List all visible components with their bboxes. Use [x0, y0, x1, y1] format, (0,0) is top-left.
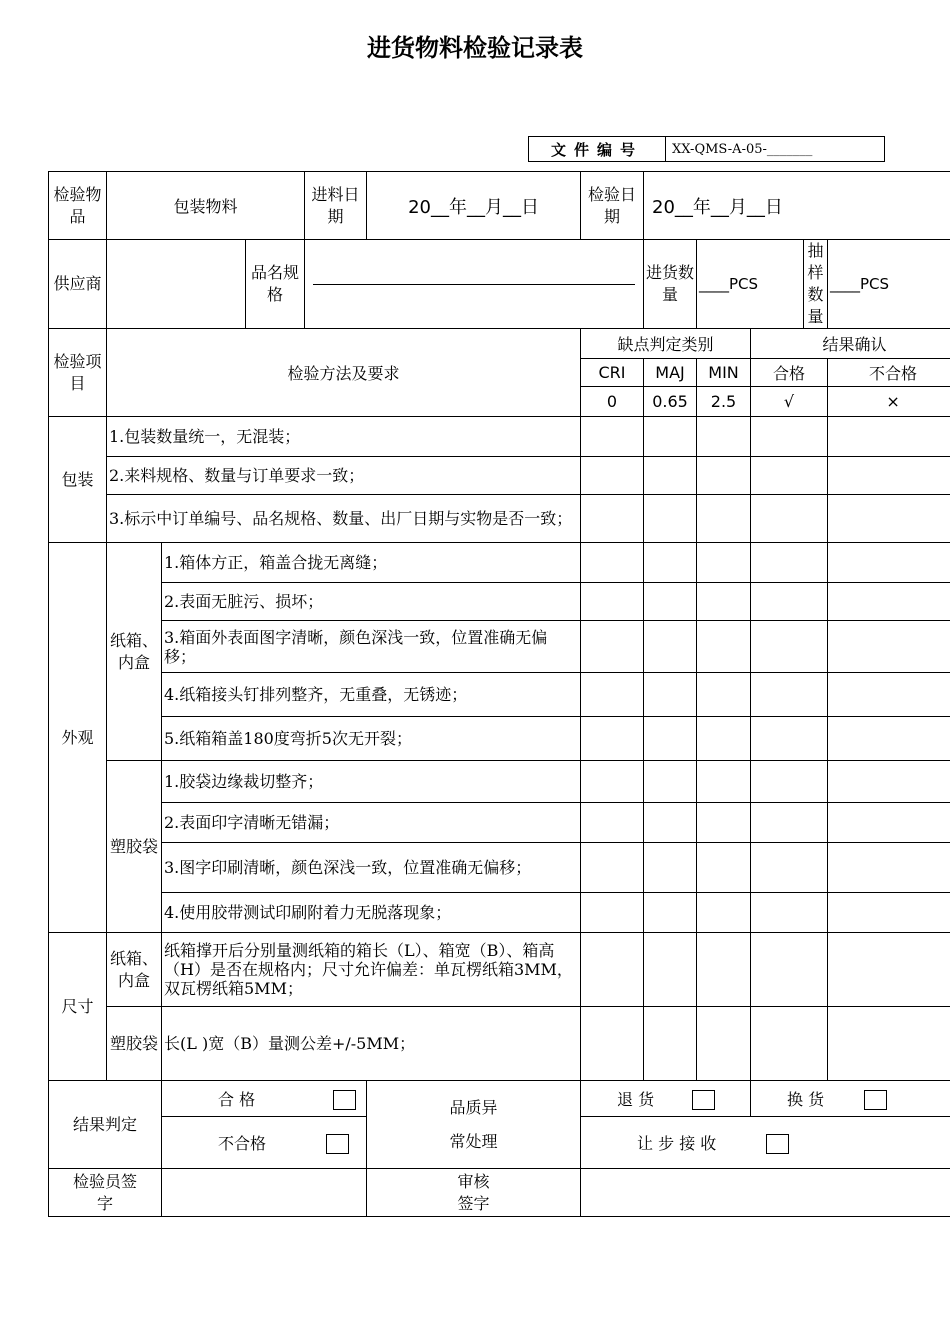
col-method-label: 检验方法及要求	[107, 329, 581, 417]
appearance-carton-item: 4.纸箱接头钉排列整齐，无重叠，无锈迹；	[162, 673, 581, 717]
spec-value[interactable]	[305, 240, 644, 329]
cri-value: 0	[581, 387, 644, 417]
concession-checkbox[interactable]	[766, 1134, 789, 1154]
size-bag-label: 塑胶袋	[107, 1007, 162, 1081]
appearance-bag-item: 3.图字印刷清晰，颜色深浅一致，位置准确无偏移；	[162, 843, 581, 893]
appearance-bag-item: 2.表面印字清晰无错漏；	[162, 803, 581, 843]
sample-value: ____PCS	[828, 240, 950, 329]
size-bag-text: 长(L )宽（B）量测公差+/-5MM；	[162, 1007, 581, 1081]
concession-label: 让 步 接 收	[637, 1133, 717, 1153]
spec-label: 品名规格	[246, 240, 305, 329]
supplier-label: 供应商	[49, 240, 107, 329]
col-defect-label: 缺点判定类别	[581, 329, 751, 359]
item-value: 包装物料	[107, 172, 305, 240]
exchange-checkbox[interactable]	[864, 1090, 887, 1110]
exchange-label: 换 货	[787, 1089, 825, 1109]
maj-value: 0.65	[644, 387, 697, 417]
inspection-form	[48, 171, 950, 1217]
qty-value: ____PCS	[697, 240, 804, 329]
col-ok: 合格	[751, 359, 828, 387]
packing-item: 2.来料规格、数量与订单要求一致；	[107, 457, 581, 495]
pass-checkbox[interactable]	[333, 1090, 356, 1110]
inspector-label: 检验员签字	[49, 1169, 162, 1217]
section-size-label: 尺寸	[49, 933, 107, 1081]
appearance-carton-item: 5.纸箱箱盖180度弯折5次无开裂；	[162, 717, 581, 761]
size-carton-text: 纸箱撑开后分别量测纸箱的箱长（L）、箱宽（B）、箱高（H）是否在规格内；尺寸允许偏差：单瓦楞纸箱3MM，双瓦楞纸箱5MM；	[162, 933, 581, 1007]
col-ng: 不合格	[828, 359, 950, 387]
inspector-signature[interactable]	[162, 1169, 367, 1217]
appearance-carton-label: 纸箱、内盒	[107, 543, 162, 761]
section-packing-label: 包装	[49, 417, 107, 543]
fail-checkbox[interactable]	[326, 1134, 349, 1154]
insp-date-value: 20__年__月__日	[644, 172, 950, 240]
appearance-bag-label: 塑胶袋	[107, 761, 162, 933]
col-item-label: 检验项目	[49, 329, 107, 417]
in-date-label: 进料日期	[305, 172, 367, 240]
return-checkbox[interactable]	[692, 1090, 715, 1110]
col-maj: MAJ	[644, 359, 697, 387]
page-title: 进货物料检验记录表	[367, 34, 583, 62]
min-value: 2.5	[697, 387, 751, 417]
sample-label: 抽样数量	[804, 240, 828, 329]
item-label: 检验物品	[49, 172, 107, 240]
insp-date-label: 检验日期	[581, 172, 644, 240]
appearance-bag-item: 4.使用胶带测试印刷附着力无脱落现象；	[162, 893, 581, 933]
appearance-carton-item: 1.箱体方正，箱盖合拢无离缝；	[162, 543, 581, 583]
size-carton-label: 纸箱、内盒	[107, 933, 162, 1007]
in-date-value: 20__年__月__日	[367, 172, 581, 240]
abnormal-label: 品质异常处理	[367, 1081, 581, 1169]
packing-item: 3.标示中订单编号、品名规格、数量、出厂日期与实物是否一致；	[107, 495, 581, 543]
supplier-value[interactable]	[107, 240, 246, 329]
appearance-carton-item: 2.表面无脏污、损坏；	[162, 583, 581, 621]
reviewer-label: 审核签字	[367, 1169, 581, 1217]
reviewer-signature[interactable]	[581, 1169, 950, 1217]
appearance-bag-item: 1.胶袋边缘裁切整齐；	[162, 761, 581, 803]
ng-mark: ×	[828, 387, 950, 417]
col-cri: CRI	[581, 359, 644, 387]
doc-number-value: XX-QMS-A-05-_______	[666, 137, 885, 162]
col-result-label: 结果确认	[751, 329, 950, 359]
appearance-carton-item: 3.箱面外表面图字清晰，颜色深浅一致，位置准确无偏移；	[162, 621, 581, 673]
pass-label: 合 格	[218, 1089, 256, 1109]
qty-label: 进货数量	[644, 240, 697, 329]
doc-number-label: 文件编号	[529, 137, 666, 162]
packing-item: 1.包装数量统一，无混装；	[107, 417, 581, 457]
section-appearance-label: 外观	[49, 543, 107, 933]
result-label: 结果判定	[49, 1081, 162, 1169]
ok-mark: √	[751, 387, 828, 417]
col-min: MIN	[697, 359, 751, 387]
doc-number-box	[528, 136, 885, 162]
return-label: 退 货	[617, 1089, 655, 1109]
fail-label: 不合格	[218, 1133, 267, 1153]
